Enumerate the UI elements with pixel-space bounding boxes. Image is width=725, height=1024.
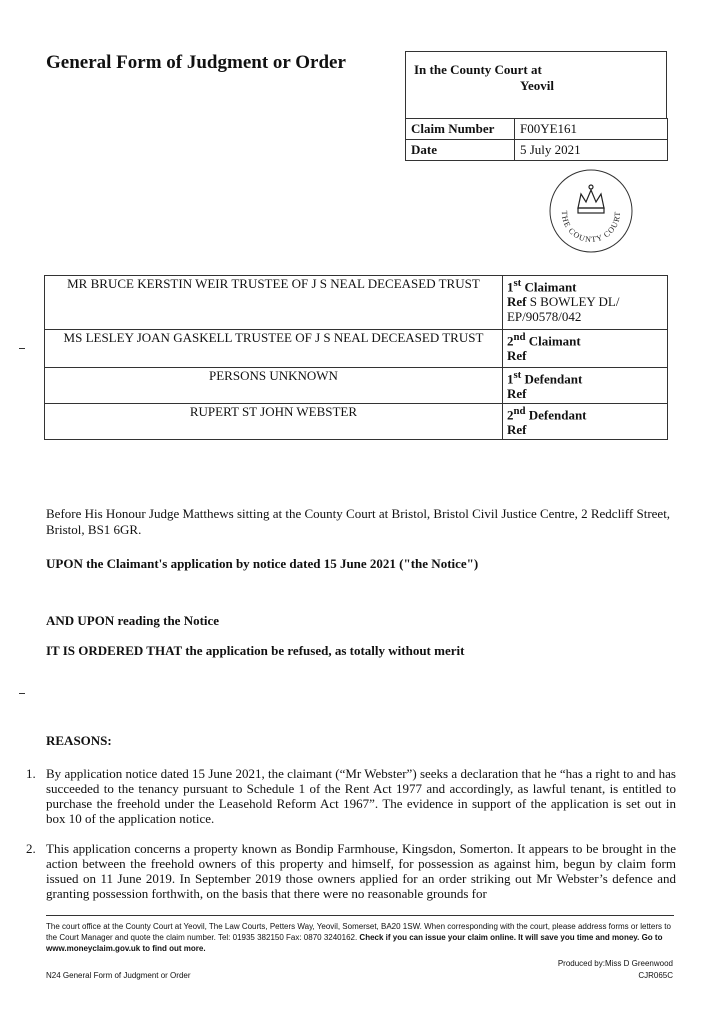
before-paragraph: Before His Honour Judge Matthews sitting at the County Court at Bristol, Bristol Civil Justice Centre, 2 Redcliff Street, Bristol, BS1 6GR. (46, 506, 671, 537)
claim-number-row (406, 119, 668, 140)
party-row (45, 330, 668, 368)
party-row (45, 404, 668, 440)
court-seal-icon (548, 168, 634, 254)
footer-text: The court office at the County Court at Yeovil, The Law Courts, Petters Way, Yeovil, Somerset, BA20 1SW. When corresponding with the court, please address forms or letters to the Court Manager and quote the claim number. Tel: 01935 382150 Fax: 0870 3240162. Check if you can issue your claim online. It will save you time and money. Go to www.moneyclaim.gov.uk to find out more. (46, 922, 671, 953)
claim-number-value: F00YE161 (515, 119, 668, 140)
margin-mark (19, 348, 25, 349)
party-name: MR BRUCE KERSTIN WEIR TRUSTEE OF J S NEAL DECEASED TRUST (45, 276, 503, 330)
svg-text:THE COUNTY COURT (560, 211, 622, 245)
party-name: RUPERT ST JOHN WEBSTER (45, 404, 503, 440)
reason-number: 2. (26, 841, 36, 856)
reasons-heading: REASONS: (46, 733, 112, 748)
date-value: 5 July 2021 (515, 140, 668, 161)
party-role: 2nd Defendant Ref (502, 404, 667, 440)
footer-divider (46, 915, 674, 916)
claim-number-label: Claim Number (406, 119, 515, 140)
margin-mark (19, 693, 25, 694)
party-name: PERSONS UNKNOWN (45, 368, 503, 404)
date-label: Date (406, 140, 515, 161)
footer-online-notice: Check if you can issue your claim online. It will save you time and money. Go to www.moneyclaim.gov.uk to find out more. (46, 933, 663, 953)
party-role: 2nd Claimant Ref (502, 330, 667, 368)
reason-paragraph: This application concerns a property known as Bondip Farmhouse, Kingsdon, Somerton. It appears to be brought in the action between the freehold owners of this property and himself, for possession as against him, begun by claim form issued on 11 June 2019. In September 2019 those owners applied for an order striking out Mr Webster’s defence and granting possession forthwith, on the basis that there were no reasonable grounds for (46, 841, 676, 901)
produced-by: Produced by:Miss D Greenwood (557, 959, 673, 968)
seal-text: THE COUNTY COURT (559, 210, 623, 245)
party-name: MS LESLEY JOAN GASKELL TRUSTEE OF J S NEAL DECEASED TRUST (45, 330, 503, 368)
court-location: Yeovil (520, 78, 554, 93)
upon-reading: AND UPON reading the Notice (46, 613, 220, 628)
party-row (45, 368, 668, 404)
upon-application: UPON the Claimant's application by notice dated 15 June 2021 ("the Notice") (46, 556, 479, 571)
claim-details-table (405, 118, 668, 161)
document-title: General Form of Judgment or Order (46, 52, 346, 73)
form-code: CJR065C (638, 971, 673, 980)
parties-table (44, 275, 668, 440)
party-row (45, 276, 668, 330)
form-name: N24 General Form of Judgment or Order (46, 971, 191, 980)
court-header-box (405, 51, 667, 119)
date-row (406, 140, 668, 161)
party-role: 1st Claimant Ref S BOWLEY DL/ EP/90578/042 (502, 276, 667, 330)
party-role: 1st Defendant Ref (502, 368, 667, 404)
party-ref: S BOWLEY DL/ EP/90578/042 (506, 294, 620, 325)
court-line1: In the County Court at (414, 62, 542, 77)
order-text: IT IS ORDERED THAT the application be refused, as totally without merit (46, 643, 465, 658)
reason-number: 1. (26, 766, 36, 781)
reason-paragraph: By application notice dated 15 June 2021, the claimant (“Mr Webster”) seeks a declaration that he “has a right to and has succeeded to the tenancy pursuant to Schedule 1 of the Rent Act 1977 and accordingly, as lawful tenant, is entitled to purchase the freehold under the Leasehold Reform Act 1967”. The evidence in support of the application is set out in box 10 of the application notice. (46, 766, 676, 826)
